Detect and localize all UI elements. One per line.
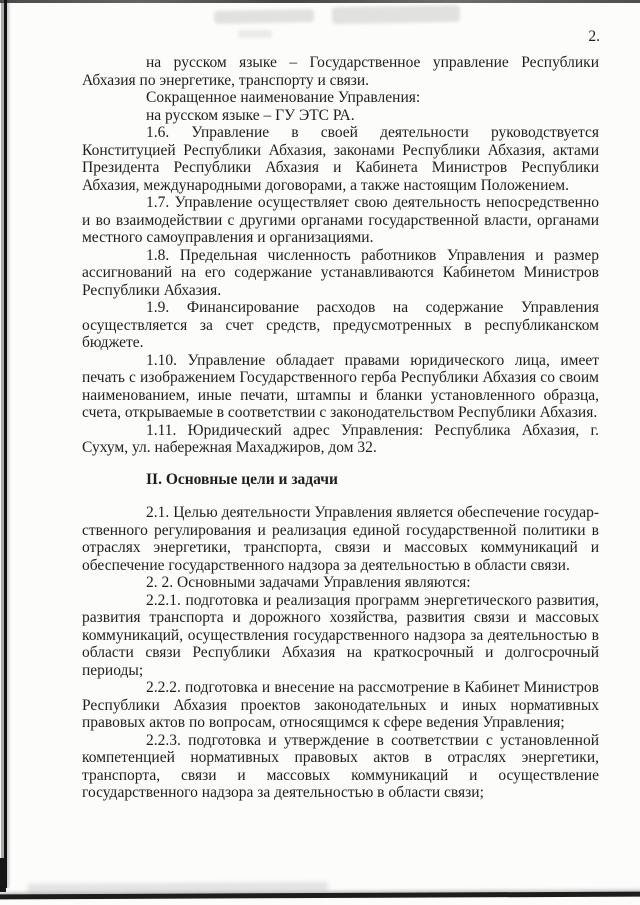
paragraph: Сокращенное наименование Управления:	[146, 89, 421, 106]
scan-edge-bottom	[0, 892, 640, 900]
scan-edge-left-foot	[0, 858, 6, 892]
paragraph: 2.2.1. подготовка и реализация программ энергетического развития, развития транспорта и дорожного хозяйства, развития связи и массовых коммуникаций, осуществления государственного надзора за деятельностью в области связи Республики Абхазия на краткосрочный и долгосрочный периоды;	[82, 591, 599, 679]
paragraph: 1.11. Юридический адрес Управления: Республика Абхазия, г. Сухум, ул. набережная Махаджиров, дом 32.	[82, 421, 599, 456]
paragraph: 1.7. Управление осуществляет свою деятельность непосредственно и во взаимодействии с другими органами государственной власти, органами местного самоуправления и организациями.	[82, 194, 599, 246]
bleed-through-ghost-text	[238, 30, 272, 38]
paragraph: 1.8. Предельная численность работников Управления и размер ассигнований на его содержание устанавливаются Кабинетом Министров Республики Абхазия.	[82, 246, 599, 299]
paragraph: 2.2.3. подготовка и утверждение в соответствии с установленной компетенцией нормативных правовых актов в отраслях энергетики, транспорта, связи и массовых коммуникаций и осуществление государственного надзора за деятельностью в области связи;	[82, 731, 599, 801]
paragraph: 2.2.2. подготовка и внесение на рассмотрение в Кабинет Министров Республики Абхазия проектов законодательных и иных нормативных правовых актов по вопросам, относящимся к сфере ведения Управления;	[82, 679, 599, 731]
scan-edge-left	[4, 0, 7, 888]
paragraph: 2. 2. Основными задачами Управления являются:	[146, 574, 471, 591]
paragraph: 1.9. Финансирование расходов на содержание Управления осуществляется за счет средств, предусмотренных в республиканском бюджете.	[82, 299, 599, 351]
paragraph: 1.10. Управление обладает правами юридического лица, имеет печать с изображением Государственного герба Республики Абхазия со своим наименованием, иные печати, штампы и бланки установленного образца, счета, открываемые в соответствии с законодательством Республики Абхазия.	[82, 351, 599, 421]
page-number: 2.	[588, 28, 600, 45]
document-body	[82, 54, 599, 802]
paragraph: 1.6. Управление в своей деятельности руководствуется Конституцией Республики Абхазия, законами Республики Абхазия, актами Президента Республики Абхазия и Кабинета Министров Республики Абхазия, международными договорами, а также настоящим Положением.	[82, 124, 599, 194]
scan-edge-top	[0, 0, 640, 3]
paragraph: 2.1. Целью деятельности Управления является обеспечение государственного регулирования и реализация единой государственной политики в отраслях энергетики, транспорта, связи и массовых коммуникаций и обеспечение государственного надзора за деятельностью в области связи.	[82, 504, 599, 574]
scan-smudge	[28, 882, 328, 893]
bleed-through-ghost-text	[332, 5, 460, 24]
paragraph: на русском языке – ГУ ЭТС РА.	[146, 106, 355, 124]
bleed-through-ghost-text	[214, 9, 314, 24]
section-heading: II. Основные цели и задачи	[146, 470, 338, 488]
paragraph: на русском языке – Государственное управление Республики Абхазия по энергетике, транспорту и связи.	[82, 54, 599, 89]
